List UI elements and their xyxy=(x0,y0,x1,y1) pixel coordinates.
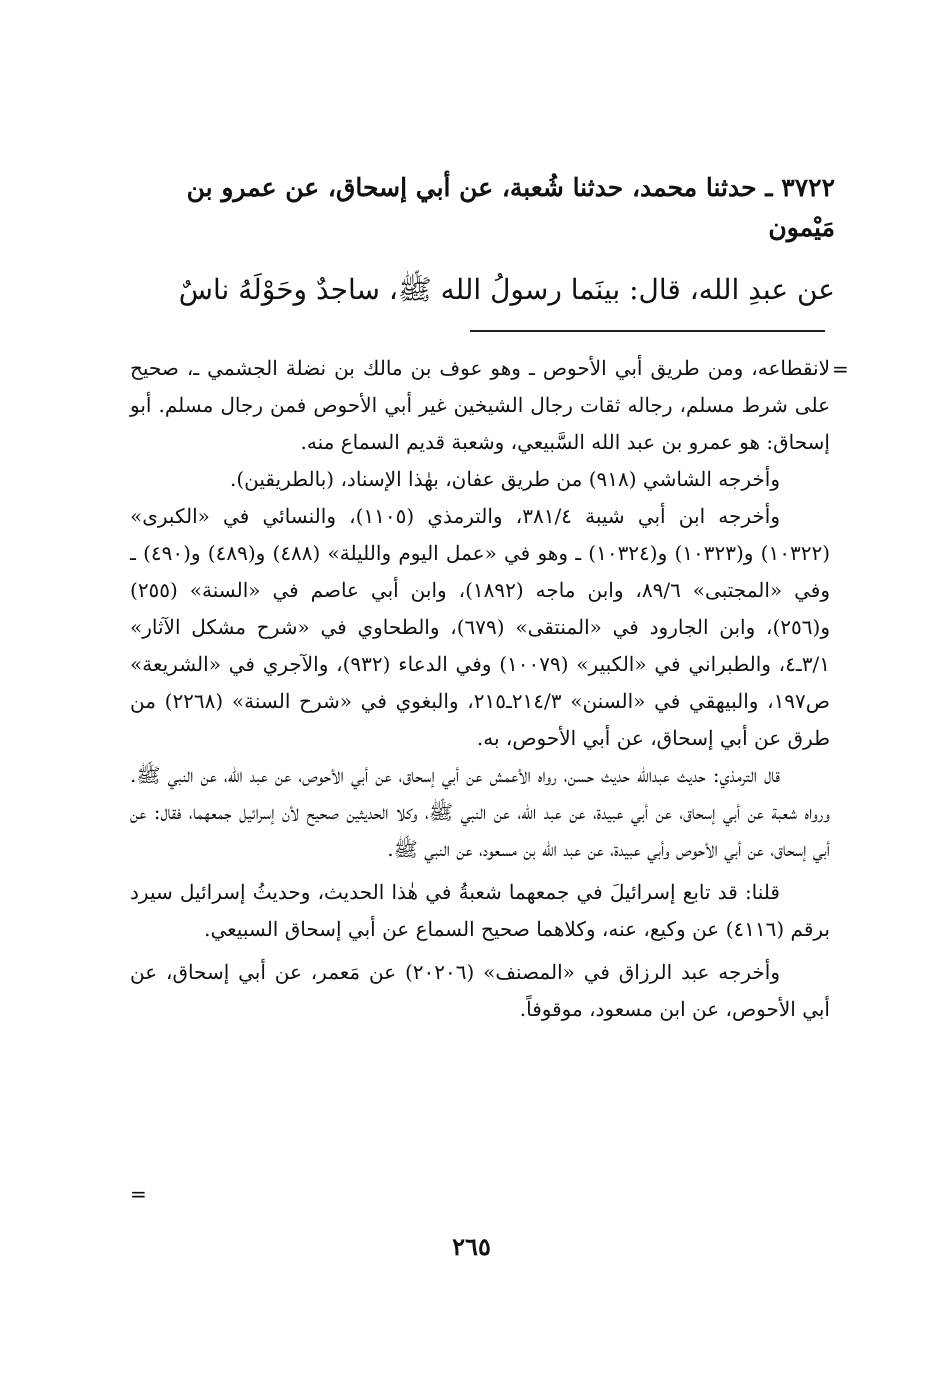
footnote-paragraph-2: وأخرجه الشاشي (٩١٨) من طريق عفان، بهٰذا الإسناد، (بالطريقين). xyxy=(230,467,780,491)
hadith-line-3: عن عبدِ الله، قال: بينَما رسولُ الله ﷺ، ساجدٌ وحَوْلَهُ ناسٌ xyxy=(178,273,835,306)
continuation-mark-top: = xyxy=(832,357,849,381)
footnote-paragraph-6: وأخرجه عبد الرزاق في «المصنف» (٢٠٢٠٦) عن مَعمر، عن أبي إسحاق، عن أبي الأحوص، عن ابن مسعود، موقوفاً. xyxy=(130,960,830,1021)
footnote-paragraph-5: قلنا: قد تابع إسرائيلَ في جمعهما شعبةُ في هٰذا الحديث، وحديثُ إسرائيل سيرد برقم (٤١١٦) عن وكيع، عنه، وكلاهما صحيح السماع عن أبي إسحاق السبيعي. xyxy=(130,880,830,941)
page-number: ٢٦٥ xyxy=(452,1232,491,1261)
continuation-mark-bottom: = xyxy=(130,1182,147,1206)
hadith-line-1: ٣٧٢٢ ـ حدثنا محمد، حدثنا شُعبة، عن أبي إسحاق، عن عمرو بن xyxy=(186,173,835,202)
footnotes xyxy=(130,350,830,1028)
footnote-paragraph-4: قال الترمذي: حديث عبدالله حديث حسن، رواه الأعمش عن أبي إسحاق، عن أبي الأحوص، عن عبد الله، عن النبي ﷺ. ورواه شعبة عن أبي إسحاق، عن أبي عبيدة، عن عبد الله، عن النبي ﷺ، وكلا الحديثين صحيح لأن إسرائيل جمعهما، فقال: عن أبي إسحاق، عن أبي الأحوص وأبي عبيدة، عن عبد الله بن مسعود، عن النبي ﷺ. xyxy=(130,763,830,861)
hadith-text xyxy=(130,168,835,310)
footnote-divider xyxy=(470,330,825,332)
hadith-line-2: مَيْمون xyxy=(768,213,835,242)
footnote-paragraph-1: لانقطاعه، ومن طريق أبي الأحوص ـ وهو عوف بن مالك بن نضلة الجشمي ـ، صحيح على شرط مسلم، رجاله ثقات رجال الشيخين غير أبي الأحوص فمن رجال مسلم. أبو إسحاق: هو عمرو بن عبد الله السَّبيعي، وشعبة قديم السماع منه. xyxy=(130,356,830,454)
footnote-paragraph-3: وأخرجه ابن أبي شيبة ٣٨١/٤، والترمذي (١١٠٥)، والنسائي في «الكبرى» (١٠٣٢٢) و(١٠٣٢٣) و(١٠٣٢٤) ـ وهو في «عمل اليوم والليلة» (٤٨٨) و(٤٨٩) و(٤٩٠) ـ وفي «المجتبى» ٨٩/٦، وابن ماجه (١٨٩٢)، وابن أبي عاصم في «السنة» (٢٥٥) و(٢٥٦)، وابن الجارود في «المنتقى» (٦٧٩)، والطحاوي في «شرح مشكل الآثار» ٣/١ـ٤، والطبراني في «الكبير» (١٠٠٧٩) وفي الدعاء (٩٣٢)، والآجري في «الشريعة» ص١٩٧، والبيهقي في «السنن» ٢١٤/٣ـ٢١٥، والبغوي في «شرح السنة» (٢٢٦٨) من طرق عن أبي إسحاق، عن أبي الأحوص، به. xyxy=(130,504,831,750)
